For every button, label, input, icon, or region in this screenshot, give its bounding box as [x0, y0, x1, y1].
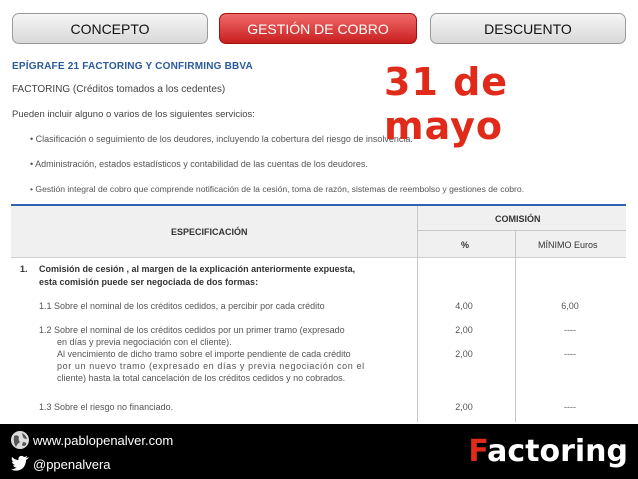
row-minimo: 6,00: [561, 301, 579, 311]
row-minimo: ----: [564, 402, 576, 412]
tab-gestion-de-cobro[interactable]: [219, 13, 417, 44]
tab-label: GESTIÓN DE COBRO: [247, 20, 389, 37]
row-percent: 2,00: [455, 402, 473, 412]
doc-heading: EPÍGRAFE 21 FACTORING Y CONFIRMING BBVA: [12, 61, 253, 72]
doc-subheading: FACTORING (Créditos tomados a los cedentes): [12, 84, 226, 95]
twitter-handle[interactable]: @ppenalvera: [33, 457, 111, 472]
brand-title: [468, 434, 628, 469]
row-percent: 2,00: [455, 349, 473, 359]
doc-bullet: • Gestión integral de cobro que comprende notificación de la cesión, toma de razón, sistemas de reembolso y gestiones de cobro.: [30, 184, 525, 194]
section-number: 1.: [20, 264, 28, 274]
globe-icon: [10, 430, 30, 450]
website-link[interactable]: www.pablopenalver.com: [33, 433, 174, 448]
header-divider: [418, 230, 626, 231]
header-comision: COMISIÓN: [495, 214, 541, 224]
doc-bullet: • Administración, estados estadísticos y contabilidad de las cuentas de los deudores.: [30, 159, 368, 169]
header-especificacion: ESPECIFICACIÓN: [171, 227, 248, 237]
footer-bar: [0, 424, 638, 479]
commission-table: [11, 204, 626, 424]
brand-initial: F: [468, 434, 488, 469]
table-row-continuation: por un nuevo tramo (expresado en días y previa negociación con el: [57, 361, 365, 371]
tab-concepto[interactable]: [12, 13, 208, 44]
section-title: esta comisión puede ser negociada de dos formas:: [39, 277, 259, 287]
header-minimo: MÍNIMO Euros: [538, 240, 598, 250]
tab-label: CONCEPTO: [70, 20, 150, 37]
date-overlay: 31 de mayo: [384, 60, 509, 148]
row-minimo: ----: [564, 349, 576, 359]
table-row: 1.2 Sobre el nominal de los créditos cedidos por un primer tramo (expresado: [39, 325, 345, 335]
table-row-continuation: cliente) hasta la total cancelación de los créditos cedidos y no cobrados.: [57, 373, 346, 383]
tab-label: DESCUENTO: [484, 20, 572, 37]
column-divider: [515, 230, 516, 422]
table-row-continuation: en días y previa negociación con el cliente).: [57, 337, 232, 347]
brand-rest: actoring: [487, 434, 628, 469]
table-row: 1.3 Sobre el riesgo no financiado.: [39, 402, 174, 412]
column-divider: [417, 206, 418, 422]
doc-bullet: • Clasificación o seguimiento de los deudores, incluyendo la cobertura del riesgo de insolvencia.: [30, 134, 413, 144]
table-row: Al vencimiento de dicho tramo sobre el importe pendiente de cada crédito: [57, 349, 351, 359]
row-minimo: ----: [564, 325, 576, 335]
table-row: 1.1 Sobre el nominal de los créditos cedidos, a percibir por cada crédito: [39, 301, 325, 311]
row-percent: 2,00: [455, 325, 473, 335]
header-percent: %: [461, 240, 470, 250]
doc-intro: Pueden incluir alguno o varios de los siguientes servicios:: [12, 109, 255, 120]
section-title: Comisión de cesión , al margen de la explicación anteriormente expuesta,: [39, 264, 356, 274]
tab-descuento[interactable]: [430, 13, 626, 44]
twitter-bird-icon: [10, 455, 30, 471]
row-percent: 4,00: [455, 301, 473, 311]
